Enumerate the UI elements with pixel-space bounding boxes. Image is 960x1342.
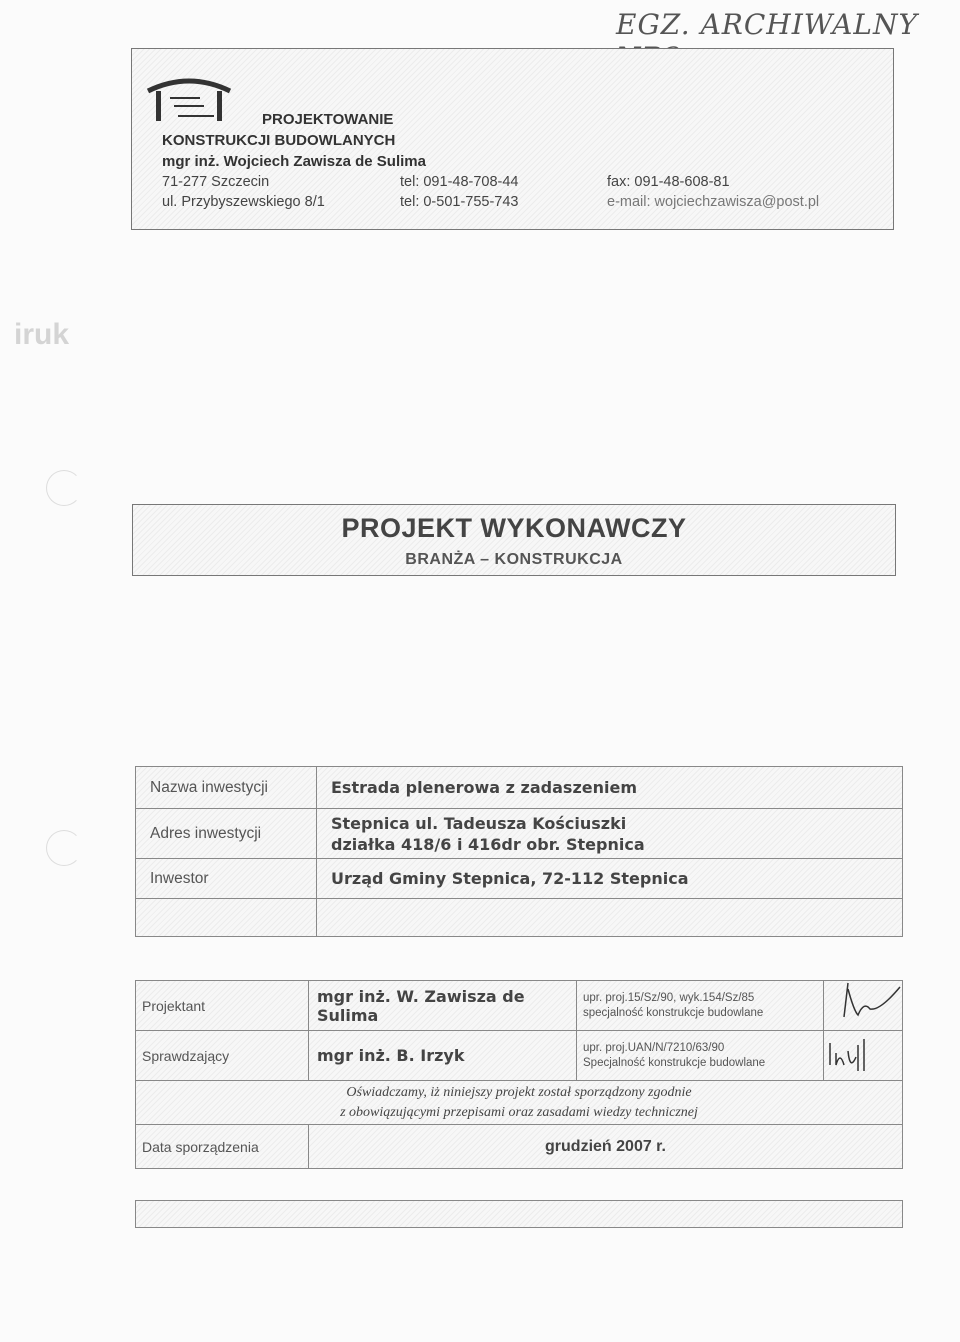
designer-signature-cell [824,981,903,1031]
company-logo-icon [144,75,234,125]
declaration-line2: z obowiązującymi przepisami oraz zasadami wiedzy technicznej [340,1104,698,1120]
date-label: Data sporządzenia [136,1125,309,1169]
checker-name: mgr inż. B. Irzyk [309,1031,577,1081]
bottom-box [135,1200,903,1228]
designer-cert [577,981,824,1031]
document-title: PROJEKT WYKONAWCZY [341,513,687,543]
investment-name-label: Nazwa inwestycji [136,767,317,809]
company-tel2: tel: 0-501-755-743 [400,194,519,210]
investment-address-value [317,809,903,859]
date-value: grudzień 2007 r. [309,1125,903,1169]
table-row [136,1031,903,1081]
investor-label: Inwestor [136,859,317,899]
archive-note: EGZ. ARCHIWALNY [616,8,918,41]
designer-cert-line1: upr. proj.15/Sz/90, wyk.154/Sz/85 [583,991,755,1004]
company-postal: 71-277 Szczecin [162,174,270,190]
investment-name-value: Estrada plenerowa z zadaszeniem [317,767,903,809]
designer-cert-line2: specjalność konstrukcje budowlane [583,1006,764,1019]
title-box [132,504,896,576]
company-street: ul. Przybyszewskiego 8/1 [162,194,325,210]
declaration-line1: Oświadczamy, iż niniejszy projekt został sporządzony zgodnie [346,1084,692,1100]
table-row [136,767,903,809]
company-email[interactable]: e-mail: wojciechzawisza@post.pl [607,194,820,210]
checker-cert [577,1031,824,1081]
company-line2: KONSTRUKCJI BUDOWLANYCH [162,132,396,149]
table-row [136,1081,903,1125]
checker-cert-line1: upr. proj.UAN/N/7210/63/90 [583,1041,725,1054]
table-row [136,809,903,859]
table-row [136,859,903,899]
company-line1: PROJEKTOWANIE [262,111,394,128]
investment-address-label: Adres inwestycji [136,809,317,859]
checker-label: Sprawdzający [136,1031,309,1081]
designer-signature-icon [824,981,902,1025]
document-subtitle: BRANŻA – KONSTRUKCJA [405,551,623,568]
table-row [136,1125,903,1169]
investment-table [135,766,903,937]
designer-name: mgr inż. W. Zawisza de Sulima [309,981,577,1031]
checker-signature-icon [824,1031,902,1075]
address-line2: działka 418/6 i 416dr obr. Stepnica [331,834,645,854]
declaration [136,1081,903,1125]
empty-cell [317,899,903,937]
punch-hole-mark [46,830,82,866]
table-row [136,899,903,937]
address-line1: Stepnica ul. Tadeusza Kościuszki [331,813,627,833]
investor-value: Urząd Gminy Stepnica, 72-112 Stepnica [317,859,903,899]
punch-hole-mark [46,470,82,506]
company-fax: fax: 091-48-608-81 [607,174,730,190]
side-mark: iruk [14,318,70,351]
empty-cell [136,899,317,937]
table-row [136,981,903,1031]
company-owner: mgr inż. Wojciech Zawisza de Sulima [162,153,426,170]
checker-signature-cell [824,1031,903,1081]
checker-cert-line2: Specjalność konstrukcje budowlane [583,1056,766,1069]
company-header [131,48,894,230]
company-tel1: tel: 091-48-708-44 [400,174,519,190]
designer-label: Projektant [136,981,309,1031]
signature-table [135,980,903,1169]
